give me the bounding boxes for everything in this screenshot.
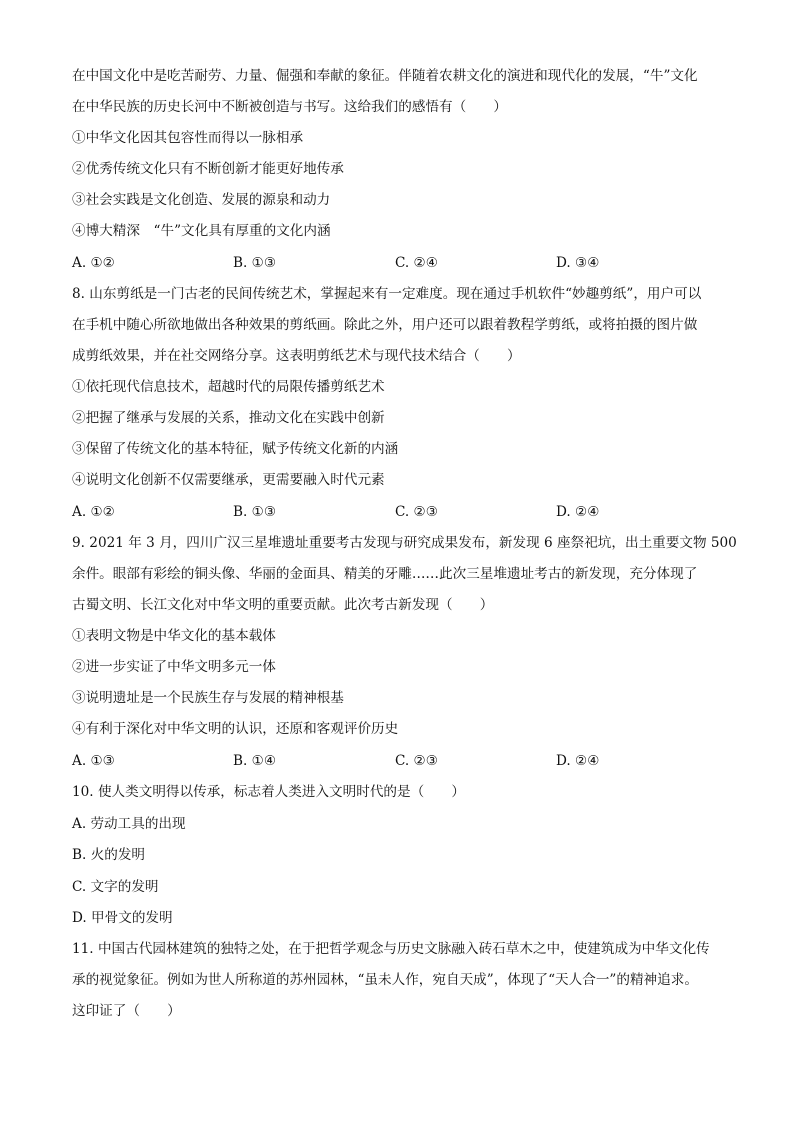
q8-stem-line-1: 8. 山东剪纸是一门古老的民间传统艺术，掌握起来有一定难度。现在通过手机软件“妙趣剪纸”，用户可以 (72, 286, 702, 302)
q7-option-a: A. ①② (72, 255, 115, 271)
q9-stem-line-3: 古蜀文明、长江文化对中华文明的重要贡献。此次考古新发现（ ） (72, 597, 494, 613)
q9-statement-3: ③说明遗址是一个民族生存与发展的精神根基 (72, 690, 344, 706)
q9-statement-4: ④有利于深化对中华文明的认识，还原和客观评价历史 (72, 721, 399, 737)
q8-option-b: B. ①③ (233, 504, 277, 520)
q11-stem-line-1: 11. 中国古代园林建筑的独特之处，在于把哲学观念与历史文脉融入砖石草木之中，使建筑成为中华文化传 (72, 941, 710, 957)
q8-option-c: C. ②③ (395, 504, 438, 520)
q9-stem-line-2: 余件。眼部有彩绘的铜头像、华丽的金面具、精美的牙雕……此次三星堆遗址考古的新发现，充分体现了 (72, 566, 698, 582)
q11-stem-line-3: 这印证了（ ） (72, 1003, 181, 1019)
q8-statement-4: ④说明文化创新不仅需要继承，更需要融入时代元素 (72, 472, 385, 488)
q7-option-b: B. ①③ (233, 255, 277, 271)
q7-statement-4: ④博大精深 “牛”文化具有厚重的文化内涵 (72, 223, 331, 239)
q8-option-d: D. ②④ (556, 504, 600, 520)
q10-choice-b: B. 火的发明 (72, 847, 146, 863)
q9-option-d: D. ②④ (556, 753, 600, 769)
q10-stem-line-1: 10. 使人类文明得以传承，标志着人类进入文明时代的是（ ） (72, 784, 465, 800)
q9-stem-line-1: 9. 2021 年 3 月，四川广汉三星堆遗址重要考古发现与研究成果发布，新发现 6 座祭祀坑，出土重要文物 500 (72, 535, 737, 551)
q9-option-b: B. ①④ (233, 753, 277, 769)
q8-stem-line-3: 成剪纸效果，并在社交网络分享。这表明剪纸艺术与现代技术结合（ ） (72, 348, 521, 364)
q9-option-c: C. ②③ (395, 753, 438, 769)
q8-statement-2: ②把握了继承与发展的关系，推动文化在实践中创新 (72, 410, 385, 426)
q7-statement-2: ②优秀传统文化只有不断创新才能更好地传承 (72, 161, 344, 177)
q9-option-a: A. ①③ (72, 753, 115, 769)
q10-choice-a: A. 劳动工具的出现 (72, 816, 186, 832)
q9-statement-2: ②进一步实证了中华文明多元一体 (72, 659, 276, 675)
q7-statement-3: ③社会实践是文化创造、发展的源泉和动力 (72, 192, 331, 208)
q8-statement-3: ③保留了传统文化的基本特征，赋予传统文化新的内涵 (72, 441, 399, 457)
q7-stem-line-2: 在中华民族的历史长河中不断被创造与书写。这给我们的感悟有（ ） (72, 99, 507, 115)
q7-statement-1: ①中华文化因其包容性而得以一脉相承 (72, 130, 304, 146)
q9-statement-1: ①表明文物是中华文化的基本载体 (72, 628, 276, 644)
q11-stem-line-2: 承的视觉象征。例如为世人所称道的苏州园林，“虽未人作，宛自天成”，体现了“天人合一”的精神追求。 (72, 972, 698, 988)
q7-option-d: D. ③④ (556, 255, 600, 271)
q8-option-a: A. ①② (72, 504, 115, 520)
q8-statement-1: ①依托现代信息技术，超越时代的局限传播剪纸艺术 (72, 379, 385, 395)
q8-stem-line-2: 在手机中随心所欲地做出各种效果的剪纸画。除此之外，用户还可以跟着教程学剪纸，或将拍摄的图片做 (72, 317, 698, 333)
q10-choice-d: D. 甲骨文的发明 (72, 910, 173, 926)
q7-option-c: C. ②④ (395, 255, 438, 271)
q7-stem-line-1: 在中国文化中是吃苦耐劳、力量、倔强和奉献的象征。伴随着农耕文化的演进和现代化的发展，“牛”文化 (72, 68, 698, 84)
q10-choice-c: C. 文字的发明 (72, 879, 159, 895)
